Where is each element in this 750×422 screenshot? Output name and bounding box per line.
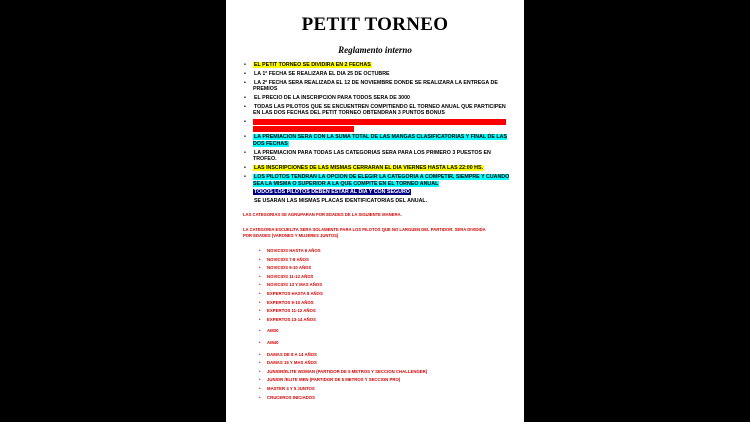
category-label: NOVICIOS 7-8 AÑOS xyxy=(267,256,309,262)
category-bullet: • xyxy=(259,273,261,279)
rule-text: EL PETIT TORNEO SE DIVIDIRA EN 2 FECHAS xyxy=(254,62,371,68)
category-label: AM30 xyxy=(267,328,279,334)
rule-item xyxy=(243,62,511,69)
category-item xyxy=(259,377,489,382)
category-item xyxy=(259,386,489,391)
category-bullet: • xyxy=(259,308,261,314)
category-label: NOVICIOS 9-10 AÑOS xyxy=(267,265,312,271)
category-bullet: • xyxy=(259,282,261,288)
rule-item xyxy=(243,71,511,78)
category-label: NOVICIOS 11-12 AÑOS xyxy=(267,273,314,279)
rule-item xyxy=(243,174,511,187)
rule-text: TODOS LOS PILOTOS DEBEN ESTAR AL DIA Y CON SEGURO xyxy=(254,189,410,196)
rule-item xyxy=(243,119,511,132)
rule-text: PARA OBTENER LOS PUNTOS BONUS Y PODER ACCEDER A LA PREMIACION DEBEN PARTICIPAR EN LAS 2 FECHAS DEL PETIT TORNEO xyxy=(253,119,507,132)
category-item xyxy=(259,395,489,400)
category-item xyxy=(259,340,489,345)
category-item xyxy=(259,369,489,374)
category-label: MASTER 4 Y 5 JUNTOS xyxy=(267,385,315,391)
category-item xyxy=(259,291,489,296)
rule-text: EL PRECIO DE LA INSCRIPCION PARA TODOS SERA DE 3000 xyxy=(254,94,410,101)
category-bullet: • xyxy=(259,290,261,296)
category-item xyxy=(259,282,489,287)
document-page xyxy=(226,0,524,422)
rule-text: LA PREMIACION SERA CON LA SUMA TOTAL DE LAS MANGAS CLASIFICATORIAS Y FINAL DE LAS DOS FECHAS xyxy=(253,134,507,148)
page-title: PETIT TORNEO xyxy=(301,14,449,35)
escuelita-note: LA CATEGORIA ESCUELITA SERA SOLAMENTE PARA LOS PILOTOS QUE NO LARGUEN DEL PARTIDOR. SERA DIVIDIDA POR EDADES (VARONES Y MUJERES JUNTOS) xyxy=(243,227,486,238)
rule-bullet: • xyxy=(244,70,246,77)
rule-item xyxy=(243,104,511,117)
rule-bullet: • xyxy=(244,149,246,156)
category-item xyxy=(259,328,489,333)
category-item xyxy=(259,300,489,305)
rule-text: SE USARAN LAS MISMAS PLACAS IDENTIFICATORIAS DEL ANUAL. xyxy=(254,198,428,205)
rule-text: TODAS LAS PILOTOS QUE SE ENCUENTREN COMPITIENDO EL TORNEO ANUAL QUE PARTICIPEN EN LAS DOS FECHAS DEL PETIT TORNEO OBTENDRAN 3 PUNTOS BONUS xyxy=(253,103,506,117)
category-bullet: • xyxy=(259,316,261,322)
rule-bullet: • xyxy=(244,79,246,86)
category-label: NOVICIOS HASTA 6 AÑOS xyxy=(267,248,321,253)
category-item xyxy=(259,248,489,253)
rule-bullet: • xyxy=(244,134,246,141)
category-bullet: • xyxy=(259,328,261,334)
rule-bullet: • xyxy=(244,174,246,180)
category-label: DAMAS 15 Y MAS AÑOS xyxy=(267,360,317,366)
category-item xyxy=(259,308,489,313)
category-label: EXPERTOS HASTA 8 AÑOS xyxy=(267,290,323,296)
rule-text: LA PREMIACION PARA TODAS LAS CATEGORIAS SERA PARA LOS PRIMERO 3 PUESTOS EN TROFEO. xyxy=(253,149,491,163)
rule-item xyxy=(243,198,511,205)
rule-bullet: • xyxy=(244,165,246,172)
category-bullet: • xyxy=(259,339,261,345)
category-item xyxy=(259,274,489,279)
category-item xyxy=(259,317,489,322)
rule-text: LA 2ª FECHA SERA REALIZADA EL 12 DE NOVIEMBRE DONDE SE REALIZARA LA ENTREGA DE PREMIOS xyxy=(253,79,498,93)
category-bullet: • xyxy=(259,248,261,253)
category-item xyxy=(259,265,489,270)
category-bullet: • xyxy=(259,368,261,374)
category-bullet: • xyxy=(259,351,261,357)
category-bullet: • xyxy=(259,360,261,366)
category-label: CRUCEROS INICIADOS xyxy=(267,394,315,400)
category-label: AM40 xyxy=(267,339,279,345)
category-label: JUNIOR /ELITE MEN (PARTIDOR DE 5 METROS Y SECCION PRO) xyxy=(267,377,401,383)
category-bullet: • xyxy=(259,377,261,383)
rule-bullet: • xyxy=(244,94,246,101)
category-bullet: • xyxy=(259,394,261,400)
rules-list xyxy=(243,62,511,207)
category-bullet: • xyxy=(259,299,261,305)
rule-text: LAS INSCRIPCIONES DE LAS MISMAS CERRARAN EL DIA VIERNES HASTA LAS 22:00 HS. xyxy=(254,165,483,172)
rule-item xyxy=(243,134,511,147)
categories-list xyxy=(259,248,489,403)
category-item xyxy=(259,352,489,357)
category-label: EXPERTOS 9-10 AÑOS xyxy=(267,299,314,305)
page-subtitle: Reglamento interno xyxy=(338,45,412,55)
category-item xyxy=(259,360,489,365)
rule-item xyxy=(243,150,511,163)
category-label: NOVICIOS 13 Y MAS AÑOS xyxy=(267,282,323,288)
category-label: DAMAS DE 8 A 14 AÑOS xyxy=(267,351,317,357)
rule-item xyxy=(243,95,511,102)
rule-text: LOS PILOTOS TENDRAN LA OPCION DE ELEGIR LA CATEGORIA A COMPETIR, SIEMPRE Y CUANDO SEA LA MISMA O SUPERIOR A LA QUE COMPITE EN EL TORNEO ANUAL xyxy=(253,174,510,187)
category-bullet: • xyxy=(259,265,261,271)
rule-bullet: • xyxy=(244,119,246,126)
rule-item xyxy=(243,189,511,196)
rule-text: LA 1ª FECHA SE REALIZARA EL DIA 25 DE OCTUBRE xyxy=(254,70,390,77)
rule-bullet: • xyxy=(244,103,246,110)
rule-item xyxy=(243,165,511,172)
category-bullet: • xyxy=(259,256,261,262)
categories-note: LAS CATEGORIAS SE AGRUPARAN POR EDADES DE LA SIGUIENTE MANERA. xyxy=(243,212,402,217)
category-label: EXPERTOS 11-12 AÑOS xyxy=(267,308,316,314)
rule-item xyxy=(243,80,511,93)
category-label: EXPERTOS 13-14 AÑOS xyxy=(267,316,316,322)
rule-bullet: • xyxy=(244,62,246,68)
category-item xyxy=(259,257,489,262)
category-label: JUNIOR/ELITE WOMAN (PARTIDOR DE 5 METROS Y SECCION CHALLENGER) xyxy=(267,368,428,374)
category-bullet: • xyxy=(259,385,261,391)
